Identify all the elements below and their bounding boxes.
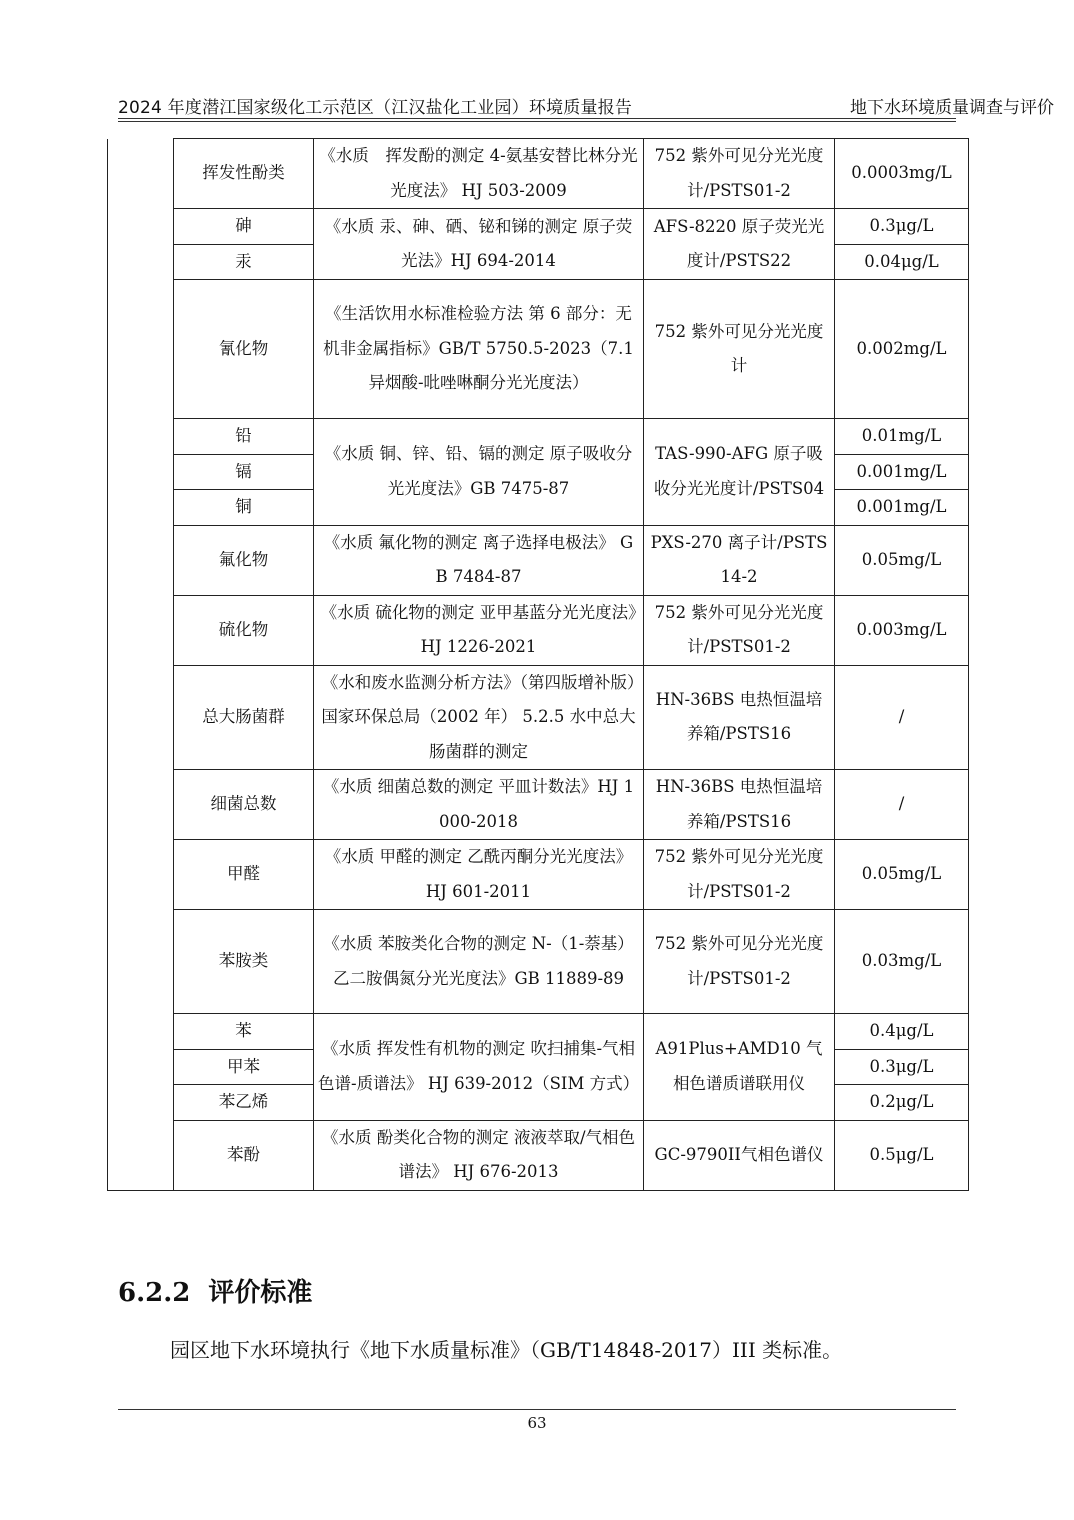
table-row [108, 209, 969, 245]
limit-cell: 0.4μg/L [835, 1014, 969, 1050]
limit-cell: 0.05mg/L [835, 840, 969, 910]
footer-divider [118, 1409, 956, 1410]
section-number: 6.2.2 [118, 1278, 191, 1308]
limit-cell: 0.3μg/L [835, 1049, 969, 1085]
instrument-cell: AFS-8220 原子荧光光度计/PSTS22 [644, 209, 835, 280]
item-cell: 细菌总数 [174, 770, 314, 840]
item-cell: 甲醛 [174, 840, 314, 910]
item-cell: 苯酚 [174, 1120, 314, 1190]
limit-cell: 0.5μg/L [835, 1120, 969, 1190]
limit-cell: 0.0003mg/L [835, 139, 969, 209]
item-cell: 甲苯 [174, 1049, 314, 1085]
limit-cell: / [835, 770, 969, 840]
table-row [108, 910, 969, 1014]
method-cell: 《水质 酚类化合物的测定 液液萃取/气相色谱法》 HJ 676-2013 [314, 1120, 644, 1190]
item-cell: 苯 [174, 1014, 314, 1050]
table-row [108, 1014, 969, 1050]
method-cell: 《水质 挥发性有机物的测定 吹扫捕集-气相色谱-质谱法》 HJ 639-2012（SIM 方式） [314, 1014, 644, 1121]
method-cell: 《水质 硫化物的测定 亚甲基蓝分光光度法》HJ 1226-2021 [314, 595, 644, 665]
method-cell: 《水质 甲醛的测定 乙酰丙酮分光光度法》 HJ 601-2011 [314, 840, 644, 910]
method-cell: 《水质 挥发酚的测定 4-氨基安替比林分光光度法》 HJ 503-2009 [314, 139, 644, 209]
limit-cell: 0.001mg/L [835, 490, 969, 526]
method-cell: 《生活饮用水标准检验方法 第 6 部分：无机非金属指标》GB/T 5750.5-2023（7.1 异烟酸-吡唑啉酮分光光度法） [314, 280, 644, 419]
table-row [108, 1120, 969, 1190]
item-cell: 铜 [174, 490, 314, 526]
limit-cell: 0.001mg/L [835, 454, 969, 490]
table-row [108, 139, 969, 209]
limit-cell: / [835, 665, 969, 770]
item-cell: 汞 [174, 244, 314, 280]
limit-cell: 0.002mg/L [835, 280, 969, 419]
limit-cell: 0.2μg/L [835, 1085, 969, 1121]
header-divider [118, 118, 956, 119]
item-cell: 铅 [174, 419, 314, 455]
method-cell: 《水质 铜、锌、铅、镉的测定 原子吸收分光光度法》GB 7475-87 [314, 419, 644, 526]
item-cell: 氰化物 [174, 280, 314, 419]
limit-cell: 0.03mg/L [835, 910, 969, 1014]
instrument-cell: PXS-270 离子计/PSTS14-2 [644, 525, 835, 595]
instrument-cell: 752 紫外可见分光光度计 [644, 280, 835, 419]
limit-cell: 0.05mg/L [835, 525, 969, 595]
table-row [108, 419, 969, 455]
header-divider-thin [118, 121, 956, 122]
section-heading [118, 1272, 312, 1309]
item-cell: 苯胺类 [174, 910, 314, 1014]
item-cell: 挥发性酚类 [174, 139, 314, 209]
method-cell: 《水质 氟化物的测定 离子选择电极法》 GB 7484-87 [314, 525, 644, 595]
table-row [108, 595, 969, 665]
table-row [108, 280, 969, 419]
instrument-cell: TAS-990-AFG 原子吸收分光光度计/PSTS04 [644, 419, 835, 526]
table-row [108, 665, 969, 770]
methods-table [107, 138, 969, 1191]
instrument-cell: HN-36BS 电热恒温培养箱/PSTS16 [644, 770, 835, 840]
instrument-cell: GC-9790II气相色谱仪 [644, 1120, 835, 1190]
header-report-title: 2024 年度潜江国家级化工示范区（江汉盐化工业园）环境质量报告 [118, 98, 633, 118]
instrument-cell: HN-36BS 电热恒温培养箱/PSTS16 [644, 665, 835, 770]
limit-cell: 0.003mg/L [835, 595, 969, 665]
limit-cell: 0.04μg/L [835, 244, 969, 280]
limit-cell: 0.3μg/L [835, 209, 969, 245]
item-cell: 苯乙烯 [174, 1085, 314, 1121]
method-cell: 《水质 苯胺类化合物的测定 N-（1-萘基）乙二胺偶氮分光光度法》GB 11889-89 [314, 910, 644, 1014]
item-cell: 硫化物 [174, 595, 314, 665]
item-cell: 氟化物 [174, 525, 314, 595]
section-title: 评价标准 [208, 1278, 313, 1308]
table-row [108, 770, 969, 840]
table-row [108, 840, 969, 910]
item-cell: 镉 [174, 454, 314, 490]
method-cell: 《水质 细菌总数的测定 平皿计数法》HJ 1000-2018 [314, 770, 644, 840]
instrument-cell: A91Plus+AMD10 气相色谱质谱联用仪 [644, 1014, 835, 1121]
header-chapter-title: 地下水环境质量调查与评价 [850, 98, 1054, 118]
instrument-cell: 752 紫外可见分光光度计/PSTS01-2 [644, 840, 835, 910]
method-cell: 《水质 汞、砷、硒、铋和锑的测定 原子荧光法》HJ 694-2014 [314, 209, 644, 280]
instrument-cell: 752 紫外可见分光光度计/PSTS01-2 [644, 595, 835, 665]
item-cell: 砷 [174, 209, 314, 245]
method-cell: 《水和废水监测分析方法》（第四版增补版）国家环保总局（2002 年） 5.2.5 水中总大肠菌群的测定 [314, 665, 644, 770]
limit-cell: 0.01mg/L [835, 419, 969, 455]
table-row [108, 525, 969, 595]
body-paragraph: 园区地下水环境执行《地下水质量标准》（GB/T14848-2017）III 类标准。 [170, 1338, 843, 1362]
category-cell [108, 139, 174, 1191]
page-number: 63 [527, 1414, 547, 1432]
instrument-cell: 752 紫外可见分光光度计/PSTS01-2 [644, 910, 835, 1014]
instrument-cell: 752 紫外可见分光光度计/PSTS01-2 [644, 139, 835, 209]
item-cell: 总大肠菌群 [174, 665, 314, 770]
